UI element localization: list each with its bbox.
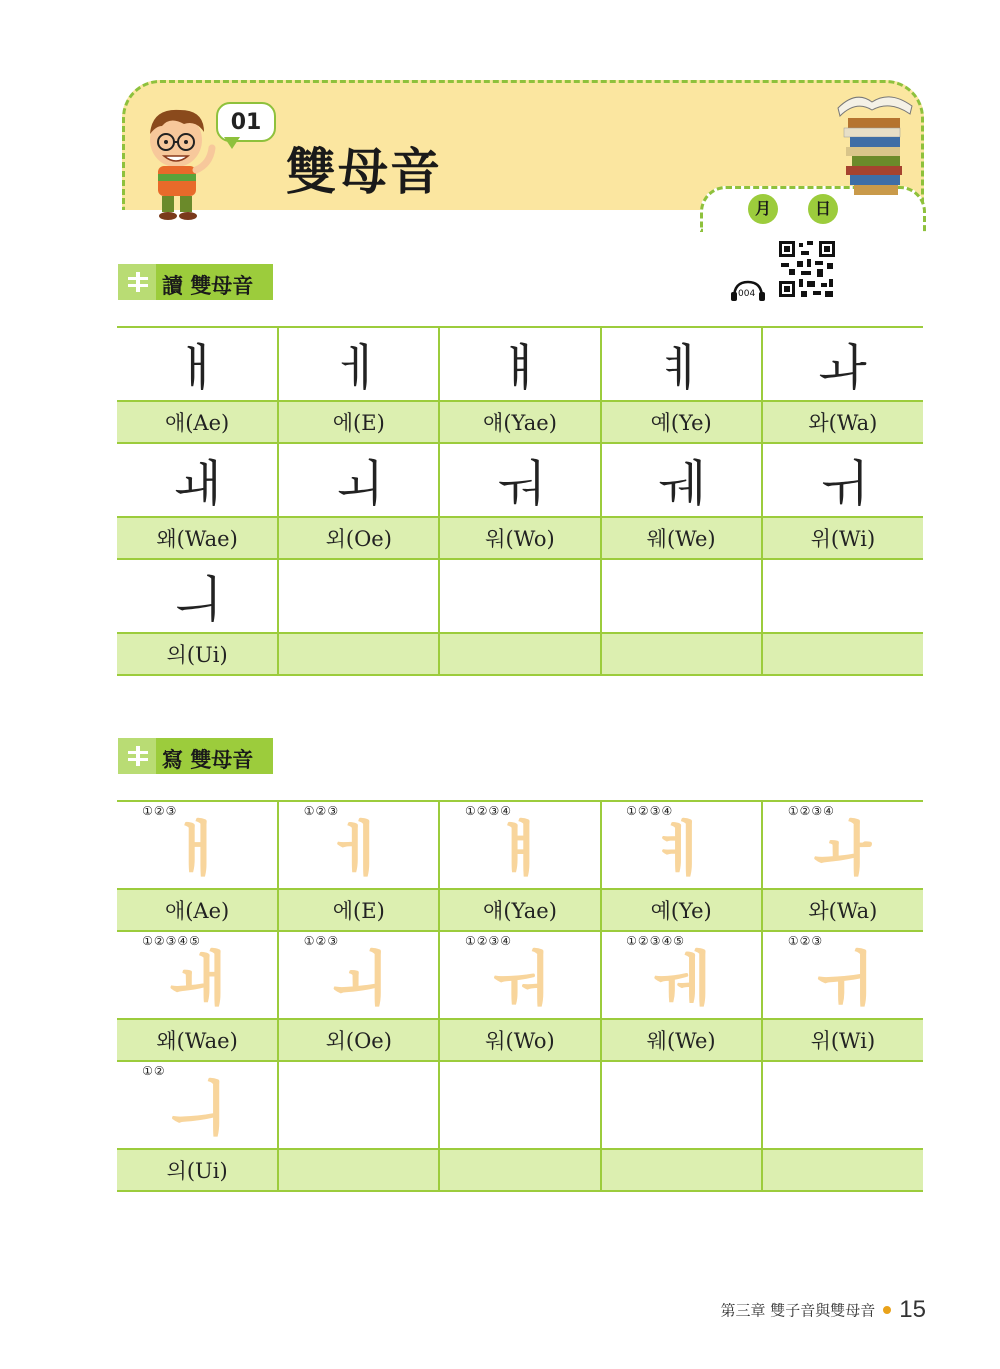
read-glyph: ㅒ (439, 327, 600, 401)
read-glyph (601, 559, 762, 633)
write-label-title: 雙母音 (190, 748, 254, 772)
page-title: 雙母音 (286, 143, 442, 201)
write-romanization: 의(Ui) (117, 1149, 278, 1191)
stroke-order: ①②③ (303, 934, 340, 948)
read-glyph: ㅚ (278, 443, 439, 517)
read-label-prefix: 讀 (162, 274, 183, 298)
day-badge: 日 (808, 194, 838, 224)
write-romanization: 얘(Yae) (439, 889, 600, 931)
trace-glyph: ㅒ (490, 815, 549, 885)
stroke-order: ①②③ (142, 804, 178, 818)
read-glyph: ㅖ (601, 327, 762, 401)
month-badge: 月 (748, 194, 778, 224)
stroke-order: ①②③ (303, 804, 340, 818)
read-section-label (118, 264, 273, 300)
read-romanization: 얘(Yae) (439, 401, 600, 443)
stroke-order: ①②③④ (464, 934, 513, 948)
write-romanization: 애(Ae) (117, 889, 278, 931)
trace-glyph: ㅖ (652, 815, 711, 885)
write-label-prefix: 寫 (162, 748, 183, 772)
read-glyph: ㅘ (762, 327, 923, 401)
read-glyph: ㅐ (117, 327, 278, 401)
write-romanization (278, 1149, 439, 1191)
write-cell[interactable] (278, 801, 439, 889)
boy-illustration (140, 104, 220, 224)
write-romanization (762, 1149, 923, 1191)
write-romanization: 워(Wo) (439, 1019, 600, 1061)
read-glyph: ㅙ (117, 443, 278, 517)
trace-glyph: ㅚ (329, 945, 388, 1015)
trace-glyph: ㅟ (813, 945, 872, 1015)
write-cell[interactable] (601, 931, 762, 1019)
audio-track-number: 004 (738, 289, 756, 299)
trace-glyph: ㅝ (490, 945, 549, 1015)
trace-glyph: ㅘ (813, 815, 872, 885)
read-romanization (439, 633, 600, 675)
write-romanization: 와(Wa) (762, 889, 923, 931)
trace-glyph: ㅙ (168, 945, 227, 1015)
qr-code-icon[interactable] (777, 239, 837, 299)
write-romanization (439, 1149, 600, 1191)
read-romanization: 워(Wo) (439, 517, 600, 559)
write-cell[interactable] (278, 1061, 439, 1149)
write-cell[interactable] (117, 1061, 278, 1149)
write-section-label (118, 738, 273, 774)
write-cell[interactable] (439, 801, 600, 889)
read-glyph (762, 559, 923, 633)
read-romanization: 웨(We) (601, 517, 762, 559)
write-romanization: 왜(Wae) (117, 1019, 278, 1061)
write-cell[interactable] (439, 931, 600, 1019)
page-footer (721, 1296, 926, 1324)
read-romanization: 와(Wa) (762, 401, 923, 443)
read-glyph: ㅝ (439, 443, 600, 517)
read-romanization (601, 633, 762, 675)
read-romanization: 애(Ae) (117, 401, 278, 443)
read-romanization (278, 633, 439, 675)
stroke-order: ①② (142, 1064, 166, 1078)
read-table (117, 326, 923, 676)
write-cell[interactable] (601, 801, 762, 889)
read-romanization: 의(Ui) (117, 633, 278, 675)
write-cell[interactable] (762, 931, 923, 1019)
read-romanization: 위(Wi) (762, 517, 923, 559)
read-glyph: ㅟ (762, 443, 923, 517)
write-romanization: 예(Ye) (601, 889, 762, 931)
write-romanization: 외(Oe) (278, 1019, 439, 1061)
write-romanization: 웨(We) (601, 1019, 762, 1061)
section-marker-icon (128, 746, 148, 766)
stroke-order: ①②③④ (464, 804, 513, 818)
trace-glyph: ㅐ (168, 815, 227, 885)
write-cell[interactable] (278, 931, 439, 1019)
read-romanization: 외(Oe) (278, 517, 439, 559)
stroke-order: ①②③④⑤ (142, 934, 201, 948)
write-cell[interactable] (117, 931, 278, 1019)
section-marker-icon (128, 272, 148, 292)
book-stack-icon (832, 88, 916, 198)
stroke-order: ①②③④ (626, 804, 674, 818)
write-cell[interactable] (762, 1061, 923, 1149)
audio-track[interactable] (730, 280, 766, 306)
write-romanization: 에(E) (278, 889, 439, 931)
read-glyph: ㅔ (278, 327, 439, 401)
lesson-number-bubble: 01 (216, 102, 276, 142)
write-table (117, 800, 923, 1192)
write-cell[interactable] (117, 801, 278, 889)
trace-glyph: ㅞ (652, 945, 711, 1015)
write-romanization (601, 1149, 762, 1191)
stroke-order: ①②③④⑤ (626, 934, 685, 948)
read-glyph (439, 559, 600, 633)
write-cell[interactable] (439, 1061, 600, 1149)
read-glyph (278, 559, 439, 633)
read-romanization: 왜(Wae) (117, 517, 278, 559)
read-glyph: ㅢ (117, 559, 278, 633)
read-romanization: 예(Ye) (601, 401, 762, 443)
stroke-order: ①②③④ (787, 804, 835, 818)
read-label-title: 雙母音 (190, 274, 254, 298)
stroke-order: ①②③ (787, 934, 824, 948)
chapter-title: 第三章 雙子音與雙母音 (720, 1301, 876, 1320)
write-romanization: 위(Wi) (762, 1019, 923, 1061)
read-glyph: ㅞ (601, 443, 762, 517)
write-cell[interactable] (762, 801, 923, 889)
read-romanization (762, 633, 923, 675)
write-cell[interactable] (601, 1061, 762, 1149)
footer-dot (883, 1306, 891, 1314)
bubble-tail (224, 137, 240, 149)
read-romanization: 에(E) (278, 401, 439, 443)
trace-glyph: ㅔ (329, 815, 388, 885)
page-number: 15 (899, 1296, 926, 1323)
trace-glyph: ㅢ (168, 1075, 227, 1145)
